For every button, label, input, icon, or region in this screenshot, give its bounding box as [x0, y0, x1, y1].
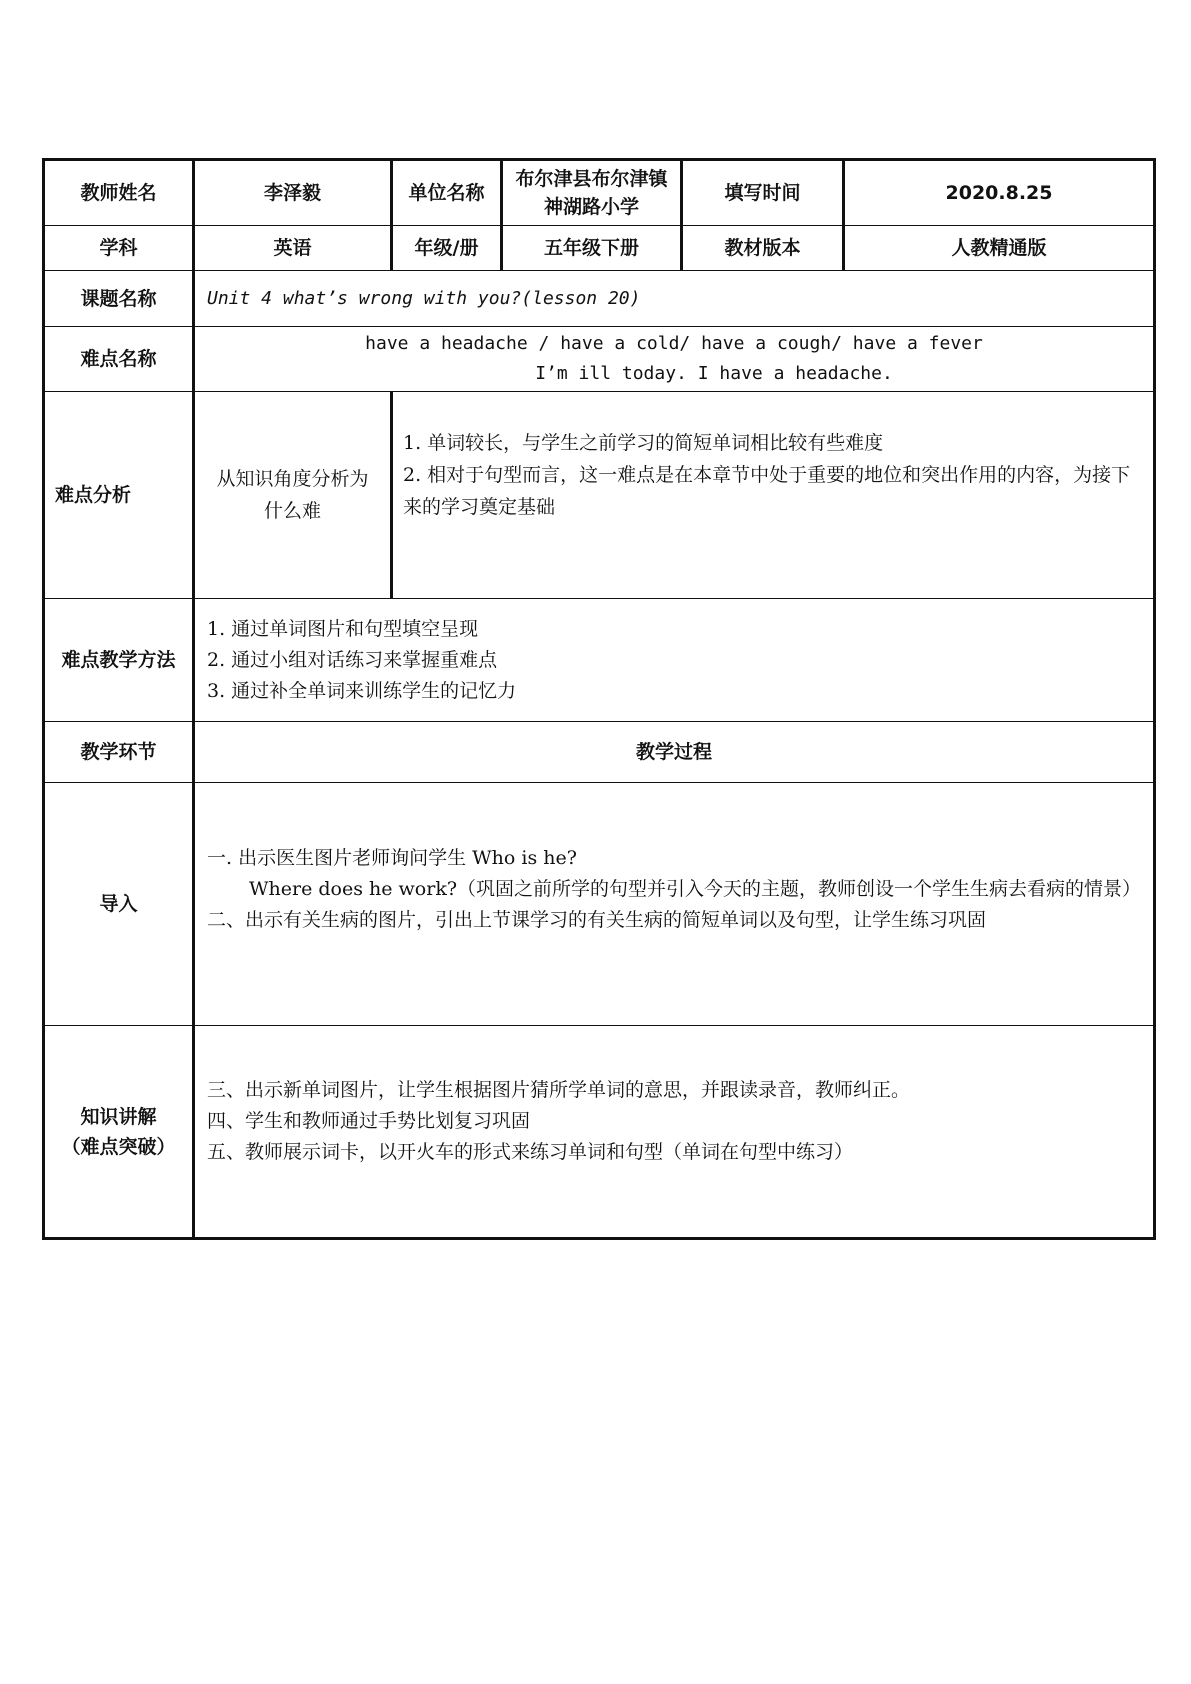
analysis-content — [392, 392, 1155, 599]
edition-label: 教材版本 — [682, 226, 844, 271]
grade-label: 年级/册 — [392, 226, 502, 271]
knowledge-line-1: 三、出示新单词图片，让学生根据图片猜所学单词的意思，并跟读录音，教师纠正。 — [207, 1079, 911, 1101]
intro-label: 导入 — [44, 783, 194, 1026]
method-row — [44, 599, 1155, 722]
intro-content — [194, 783, 1155, 1026]
topic-value: Unit 4 what’s wrong with you?(lesson 20) — [194, 271, 1155, 327]
unit-name-line-1: 布尔津县布尔津镇 — [515, 168, 668, 190]
teacher-name-value: 李泽毅 — [194, 160, 392, 226]
method-point-2: 2. 通过小组对话练习来掌握重难点 — [207, 648, 498, 671]
intro-row — [44, 783, 1155, 1026]
intro-line-1: 一. 出示医生图片老师询问学生 Who is he? — [207, 846, 577, 869]
analysis-point-1: 1. 单词较长，与学生之前学习的简短单词相比较有些难度 — [403, 432, 884, 454]
process-header-row — [44, 722, 1155, 783]
knowledge-row — [44, 1026, 1155, 1239]
knowledge-line-3: 五、教师展示词卡，以开火车的形式来练习单词和句型（单词在句型中练习） — [207, 1141, 854, 1163]
difficulty-line-2: I’m ill today. I have a headache. — [535, 363, 893, 384]
subject-label: 学科 — [44, 226, 194, 271]
method-content — [194, 599, 1155, 722]
analysis-label: 难点分析 — [44, 392, 194, 599]
unit-name-label: 单位名称 — [392, 160, 502, 226]
method-point-3: 3. 通过补全单词来训练学生的记忆力 — [207, 679, 517, 702]
difficulty-row — [44, 327, 1155, 392]
difficulty-label: 难点名称 — [44, 327, 194, 392]
method-label: 难点教学方法 — [44, 599, 194, 722]
knowledge-content — [194, 1026, 1155, 1239]
teacher-name-label: 教师姓名 — [44, 160, 194, 226]
lesson-plan-table — [42, 158, 1156, 1240]
process-header-label: 教学过程 — [194, 722, 1155, 783]
topic-row — [44, 271, 1155, 327]
intro-line-2: Where does he work?（巩固之前所学的句型并引入今天的主题，教师创设一个学生生病去看病的情景） — [249, 877, 1142, 900]
header-row-2 — [44, 226, 1155, 271]
knowledge-line-2: 四、学生和教师通过手势比划复习巩固 — [207, 1110, 531, 1132]
unit-name-value — [502, 160, 682, 226]
analysis-sub-label: 从知识角度分析为什么难 — [194, 392, 392, 599]
intro-line-3: 二、出示有关生病的图片，引出上节课学习的有关生病的简短单词以及句型，让学生练习巩固 — [207, 908, 987, 931]
grade-value: 五年级下册 — [502, 226, 682, 271]
edition-value: 人教精通版 — [844, 226, 1155, 271]
header-row-1 — [44, 160, 1155, 226]
analysis-point-2: 2. 相对于句型而言，这一难点是在本章节中处于重要的地位和突出作用的内容，为接下来的学习奠定基础 — [403, 464, 1131, 518]
method-point-1: 1. 通过单词图片和句型填空呈现 — [207, 617, 479, 640]
knowledge-label-line-1: 知识讲解 — [80, 1105, 157, 1128]
stage-header-label: 教学环节 — [44, 722, 194, 783]
difficulty-value — [194, 327, 1155, 392]
unit-name-line-2: 神湖路小学 — [543, 196, 639, 218]
analysis-row — [44, 392, 1155, 599]
knowledge-label — [44, 1026, 194, 1239]
knowledge-label-line-2: （难点突破） — [61, 1135, 176, 1158]
topic-label: 课题名称 — [44, 271, 194, 327]
difficulty-line-1: have a headache / have a cold/ have a cough/ have a fever — [365, 333, 983, 354]
fill-date-label: 填写时间 — [682, 160, 844, 226]
fill-date-value: 2020.8.25 — [844, 160, 1155, 226]
subject-value: 英语 — [194, 226, 392, 271]
